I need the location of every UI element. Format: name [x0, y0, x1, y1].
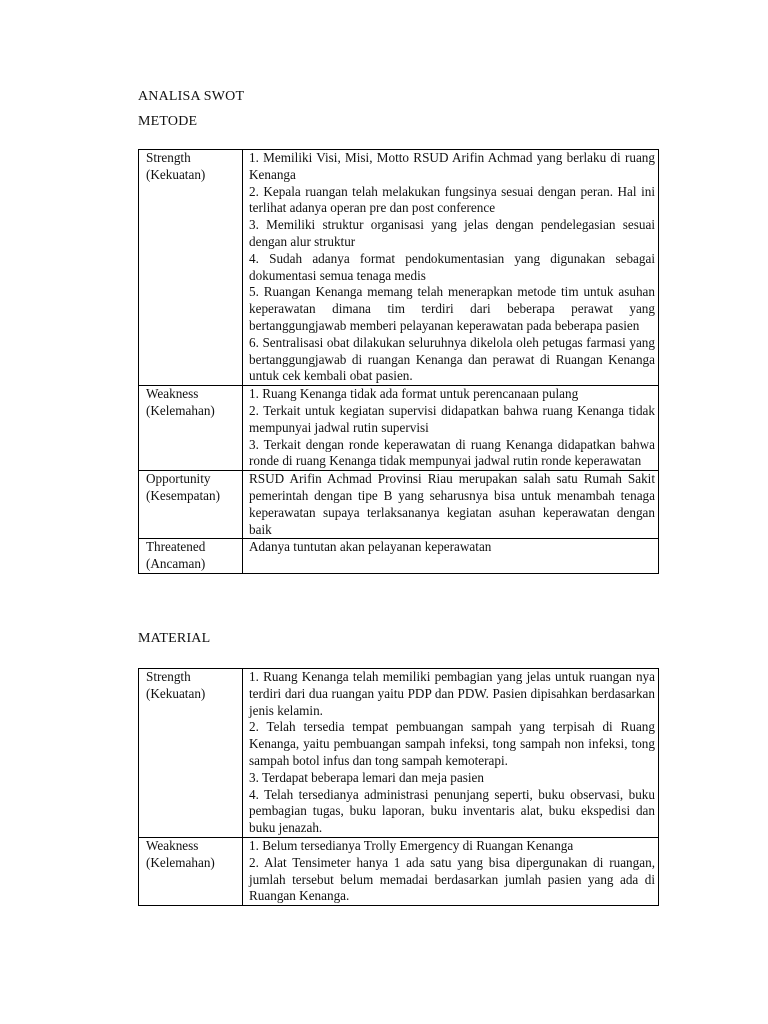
list-item: RSUD Arifin Achmad Provinsi Riau merupakan salah satu Rumah Sakit pemerintah dengan tipe B yang seharusnya bisa untuk menambah tenaga keperawatan supaya terlaksananya kegiatan asuhan keperawatan dengan baik: [249, 471, 655, 537]
category-translation: (Kekuatan): [146, 685, 206, 701]
category-translation: (Kesempatan): [146, 487, 220, 503]
category-label: Threatened: [146, 539, 206, 555]
list-item: 1. Ruang Kenanga tidak ada format untuk perencanaan pulang: [249, 386, 579, 402]
content-cell: [243, 669, 659, 838]
content-cell: [243, 471, 659, 539]
category-translation: (Ancaman): [146, 556, 206, 572]
list-item: 2. Kepala ruangan telah melakukan fungsinya sesuai dengan peran. Hal ini terlihat adanya operan pre dan post conference: [249, 183, 655, 216]
table-row: [139, 386, 659, 471]
category-translation: (Kelemahan): [146, 402, 215, 418]
category-translation: (Kelemahan): [146, 854, 215, 870]
list-item: Adanya tuntutan akan pelayanan keperawatan: [249, 539, 492, 555]
category-label: Strength: [146, 150, 191, 165]
category-label: Weakness: [146, 386, 199, 402]
list-item: 4. Telah tersedianya administrasi penunjang seperti, buku observasi, buku pembagian tugas, buku laporan, buku inventaris alat, buku ekspedisi dan buku jenazah.: [249, 786, 655, 836]
list-item: 3. Terdapat beberapa lemari dan meja pasien: [249, 769, 484, 785]
list-item: 1. Ruang Kenanga telah memiliki pembagian yang jelas untuk ruangan nya terdiri dari dua ruangan yaitu PDP dan PDW. Pasien dipisahkan berdasarkan jenis kelamin.: [249, 669, 655, 718]
content-cell: [243, 539, 659, 574]
content-cell: [243, 386, 659, 471]
list-item: 4. Sudah adanya format pendokumentasian yang digunakan sebagai dokumentasi semua tenaga medis: [249, 250, 655, 283]
list-item: 2. Alat Tensimeter hanya 1 ada satu yang bisa dipergunakan di ruangan, jumlah tersebut belum memadai berdasarkan jumlah pasien yang ada di Ruangan Kenanga.: [249, 854, 655, 904]
list-item: 1. Belum tersedianya Trolly Emergency di Ruangan Kenanga: [249, 837, 574, 853]
table-row: [139, 837, 659, 905]
content-cell: [243, 150, 659, 386]
category-cell: [139, 150, 243, 386]
table-row: [139, 539, 659, 574]
category-cell: [139, 471, 243, 539]
list-item: 6. Sentralisasi obat dilakukan seluruhnya dikelola oleh petugas farmasi yang bertanggungjawab di ruangan Kenanga dan perawat di Ruangan Kenanga untuk cek kembali obat pasien.: [249, 334, 655, 384]
content-cell: [243, 837, 659, 905]
table-row: [139, 471, 659, 539]
section-heading-material: MATERIAL: [138, 631, 211, 646]
category-cell: [139, 386, 243, 471]
table-row: [139, 669, 659, 838]
list-item: 3. Terkait dengan ronde keperawatan di ruang Kenanga didapatkan bahwa ronde di ruang Kenanga tidak mempunyai jadwal rutin ronde keperawatan: [249, 436, 655, 469]
category-label: Weakness: [146, 837, 199, 853]
document-title: ANALISA SWOT: [138, 89, 245, 104]
category-cell: [139, 669, 243, 838]
category-label: Strength: [146, 669, 191, 684]
list-item: 1. Memiliki Visi, Misi, Motto RSUD Arifin Achmad yang berlaku di ruang Kenanga: [249, 150, 655, 182]
category-cell: [139, 539, 243, 574]
swot-table-metode: [138, 149, 659, 574]
category-cell: [139, 837, 243, 905]
swot-table-material: [138, 668, 659, 906]
category-label: Opportunity: [146, 471, 211, 487]
list-item: 2. Telah tersedia tempat pembuangan sampah yang terpisah di Ruang Kenanga, yaitu pembuangan sampah infeksi, tong sampah non infeksi, tong sampah botol infus dan tong sampah kemoterapi.: [249, 719, 655, 768]
category-translation: (Kekuatan): [146, 166, 206, 182]
list-item: 2. Terkait untuk kegiatan supervisi didapatkan bahwa ruang Kenanga tidak mempunyai jadwal rutin supervisi: [249, 402, 655, 435]
table-row: [139, 150, 659, 386]
list-item: 5. Ruangan Kenanga memang telah menerapkan metode tim untuk asuhan keperawatan dimana tim terdiri dari beberapa perawat yang bertanggungjawab memberi pelayanan keperawatan pada beberapa pasien: [249, 284, 655, 333]
list-item: 3. Memiliki struktur organisasi yang jelas dengan pendelegasian sesuai dengan alur struktur: [249, 217, 655, 249]
section-heading-metode: METODE: [138, 114, 198, 129]
